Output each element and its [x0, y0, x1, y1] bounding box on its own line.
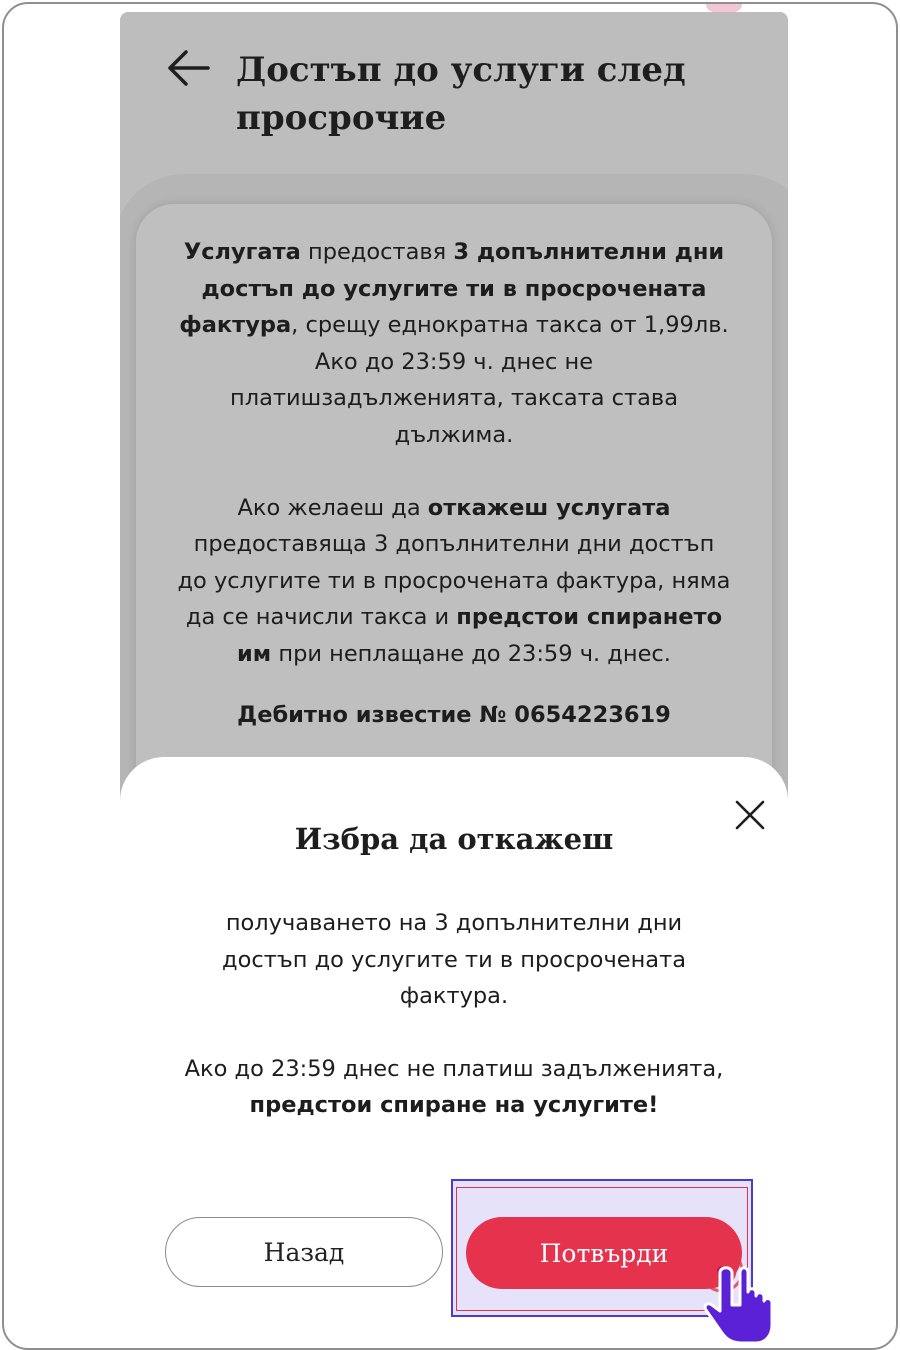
suspension-highlight: предстои спирането им	[237, 604, 723, 667]
back-text-button[interactable]: Назад	[165, 1217, 443, 1287]
page-title: Достъп до услуги след просрочие	[236, 50, 686, 138]
sheet-body	[180, 905, 728, 1124]
page-header	[120, 12, 788, 182]
arrow-left-icon	[164, 48, 212, 88]
confirm-button[interactable]: Потвърди	[466, 1217, 742, 1289]
info-paragraph-1	[176, 234, 732, 454]
cancel-highlight: откажеш услугата	[427, 494, 671, 521]
service-term: Услугата	[183, 239, 301, 265]
text-segment: Ако до 23:59 днес не платиш задълженията,	[184, 1055, 724, 1082]
info-card-text	[176, 234, 732, 733]
back-button[interactable]	[162, 42, 214, 94]
text-segment: Ако желаеш да	[237, 494, 428, 521]
text-segment: , срещу еднократна такса от 1,99лв. Ако до 23:59 ч. днес не платишзадълженията, таксата става дължима.	[230, 312, 729, 448]
text-segment: при неплащане до 23:59 ч. днес.	[271, 640, 671, 667]
text-segment: предоставяща 3 допълнителни дни достъп до услугите ти в просрочената фактура, няма да се начисли такса и	[177, 531, 731, 631]
tap-hand-icon	[700, 1247, 780, 1347]
info-paragraph-2	[176, 490, 732, 673]
service-highlight: 3 допълнителни дни достъп до услугите ти в просрочената фактура	[179, 239, 725, 339]
suspension-warning: предстои спиране на услугите!	[249, 1092, 659, 1119]
debit-notice: Дебитно известие № 0654223619	[237, 701, 671, 728]
decoration	[706, 4, 742, 12]
sheet-paragraph-2	[180, 1051, 728, 1124]
text-segment: предоставя	[300, 239, 454, 265]
sheet-paragraph-1: получаването на 3 допълнителни дни достъп до услугите ти в просрочената фактура.	[222, 910, 686, 1010]
device-frame	[2, 2, 898, 1350]
sheet-title: Избра да откажеш	[294, 822, 614, 856]
